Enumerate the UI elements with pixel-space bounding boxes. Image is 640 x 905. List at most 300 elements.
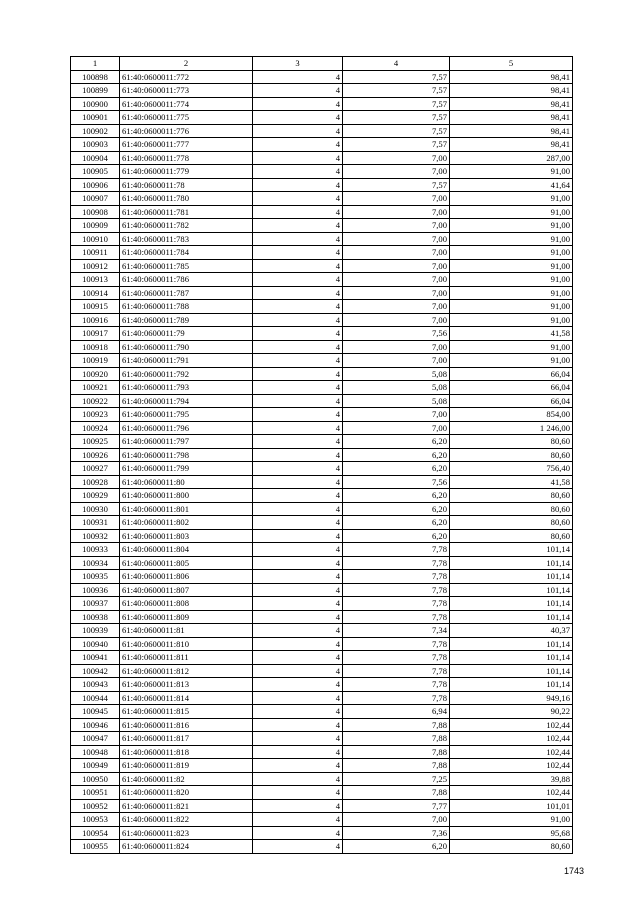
rate-cell: 6,20 — [343, 529, 450, 543]
cadastral-number-cell: 61:40:0600011:776 — [120, 124, 253, 138]
row-number-cell: 100932 — [71, 529, 120, 543]
row-number-cell: 100905 — [71, 165, 120, 179]
category-cell: 4 — [253, 205, 343, 219]
value-cell: 98,41 — [450, 124, 573, 138]
cadastral-number-cell: 61:40:0600011:783 — [120, 232, 253, 246]
rate-cell: 7,00 — [343, 192, 450, 206]
category-cell: 4 — [253, 448, 343, 462]
row-number-cell: 100923 — [71, 408, 120, 422]
table-row — [71, 840, 573, 854]
category-cell: 4 — [253, 381, 343, 395]
row-number-cell: 100904 — [71, 151, 120, 165]
cadastral-number-cell: 61:40:0600011:789 — [120, 313, 253, 327]
table-row — [71, 556, 573, 570]
cadastral-number-cell: 61:40:0600011:800 — [120, 489, 253, 503]
table-row — [71, 84, 573, 98]
table-row — [71, 300, 573, 314]
table-row — [71, 165, 573, 179]
row-number-cell: 100912 — [71, 259, 120, 273]
category-cell: 4 — [253, 664, 343, 678]
rate-cell: 7,57 — [343, 178, 450, 192]
table-row — [71, 448, 573, 462]
table-row — [71, 273, 573, 287]
cadastral-number-cell: 61:40:0600011:809 — [120, 610, 253, 624]
rate-cell: 6,20 — [343, 489, 450, 503]
cadastral-number-cell: 61:40:0600011:793 — [120, 381, 253, 395]
value-cell: 91,00 — [450, 286, 573, 300]
row-number-cell: 100914 — [71, 286, 120, 300]
cadastral-number-cell: 61:40:0600011:788 — [120, 300, 253, 314]
rate-cell: 7,88 — [343, 759, 450, 773]
cadastral-number-cell: 61:40:0600011:810 — [120, 637, 253, 651]
category-cell: 4 — [253, 192, 343, 206]
row-number-cell: 100945 — [71, 705, 120, 719]
value-cell: 949,16 — [450, 691, 573, 705]
cadastral-number-cell: 61:40:0600011:798 — [120, 448, 253, 462]
value-cell: 80,60 — [450, 516, 573, 530]
category-cell: 4 — [253, 583, 343, 597]
category-cell: 4 — [253, 354, 343, 368]
cadastral-number-cell: 61:40:0600011:801 — [120, 502, 253, 516]
table-row — [71, 327, 573, 341]
rate-cell: 7,78 — [343, 637, 450, 651]
category-cell: 4 — [253, 543, 343, 557]
category-cell: 4 — [253, 394, 343, 408]
row-number-cell: 100934 — [71, 556, 120, 570]
rate-cell: 7,00 — [343, 340, 450, 354]
table-row — [71, 138, 573, 152]
row-number-cell: 100955 — [71, 840, 120, 854]
table-row — [71, 408, 573, 422]
row-number-cell: 100907 — [71, 192, 120, 206]
table-row — [71, 151, 573, 165]
table-header-row — [71, 57, 573, 71]
table-row — [71, 489, 573, 503]
rate-cell: 7,00 — [343, 421, 450, 435]
category-cell: 4 — [253, 678, 343, 692]
cadastral-number-cell: 61:40:0600011:820 — [120, 786, 253, 800]
table-row — [71, 772, 573, 786]
table-row — [71, 597, 573, 611]
category-cell: 4 — [253, 97, 343, 111]
cadastral-number-cell: 61:40:0600011:816 — [120, 718, 253, 732]
rate-cell: 7,00 — [343, 408, 450, 422]
row-number-cell: 100953 — [71, 813, 120, 827]
table-row — [71, 543, 573, 557]
table-row — [71, 246, 573, 260]
cadastral-number-cell: 61:40:0600011:82 — [120, 772, 253, 786]
cadastral-number-cell: 61:40:0600011:799 — [120, 462, 253, 476]
table-row — [71, 705, 573, 719]
category-cell: 4 — [253, 516, 343, 530]
rate-cell: 7,00 — [343, 151, 450, 165]
rate-cell: 7,78 — [343, 570, 450, 584]
value-cell: 80,60 — [450, 448, 573, 462]
row-number-cell: 100944 — [71, 691, 120, 705]
row-number-cell: 100917 — [71, 327, 120, 341]
rate-cell: 7,34 — [343, 624, 450, 638]
rate-cell: 7,56 — [343, 327, 450, 341]
row-number-cell: 100954 — [71, 826, 120, 840]
cadastral-number-cell: 61:40:0600011:785 — [120, 259, 253, 273]
cadastral-number-cell: 61:40:0600011:787 — [120, 286, 253, 300]
page-number: 1743 — [563, 866, 584, 876]
row-number-cell: 100916 — [71, 313, 120, 327]
value-cell: 102,44 — [450, 718, 573, 732]
category-cell: 4 — [253, 246, 343, 260]
cadastral-number-cell: 61:40:0600011:818 — [120, 745, 253, 759]
value-cell: 66,04 — [450, 367, 573, 381]
table-row — [71, 232, 573, 246]
row-number-cell: 100908 — [71, 205, 120, 219]
cadastral-number-cell: 61:40:0600011:792 — [120, 367, 253, 381]
table-row — [71, 624, 573, 638]
rate-cell: 7,57 — [343, 97, 450, 111]
value-cell: 98,41 — [450, 84, 573, 98]
table-row — [71, 502, 573, 516]
table-row — [71, 97, 573, 111]
row-number-cell: 100926 — [71, 448, 120, 462]
value-cell: 66,04 — [450, 394, 573, 408]
table-row — [71, 259, 573, 273]
value-cell: 101,14 — [450, 678, 573, 692]
category-cell: 4 — [253, 718, 343, 732]
rate-cell: 5,08 — [343, 367, 450, 381]
cadastral-number-cell: 61:40:0600011:806 — [120, 570, 253, 584]
cadastral-number-cell: 61:40:0600011:814 — [120, 691, 253, 705]
cadastral-number-cell: 61:40:0600011:779 — [120, 165, 253, 179]
value-cell: 40,37 — [450, 624, 573, 638]
rate-cell: 7,78 — [343, 556, 450, 570]
table-body — [71, 70, 573, 853]
value-cell: 101,14 — [450, 570, 573, 584]
row-number-cell: 100925 — [71, 435, 120, 449]
category-cell: 4 — [253, 651, 343, 665]
table-row — [71, 610, 573, 624]
row-number-cell: 100903 — [71, 138, 120, 152]
value-cell: 98,41 — [450, 138, 573, 152]
row-number-cell: 100927 — [71, 462, 120, 476]
rate-cell: 7,36 — [343, 826, 450, 840]
table-row — [71, 178, 573, 192]
rate-cell: 7,57 — [343, 111, 450, 125]
table-row — [71, 124, 573, 138]
table-row — [71, 381, 573, 395]
value-cell: 98,41 — [450, 111, 573, 125]
row-number-cell: 100947 — [71, 732, 120, 746]
cadastral-number-cell: 61:40:0600011:780 — [120, 192, 253, 206]
table-row — [71, 583, 573, 597]
value-cell: 41,58 — [450, 475, 573, 489]
rate-cell: 7,57 — [343, 124, 450, 138]
table-row — [71, 678, 573, 692]
value-cell: 101,14 — [450, 664, 573, 678]
column-header: 4 — [343, 57, 450, 71]
table-row — [71, 759, 573, 773]
table-row — [71, 664, 573, 678]
category-cell: 4 — [253, 340, 343, 354]
table-row — [71, 718, 573, 732]
cadastral-number-cell: 61:40:0600011:802 — [120, 516, 253, 530]
cadastral-number-cell: 61:40:0600011:791 — [120, 354, 253, 368]
table-row — [71, 637, 573, 651]
column-header: 2 — [120, 57, 253, 71]
rate-cell: 7,00 — [343, 273, 450, 287]
row-number-cell: 100940 — [71, 637, 120, 651]
category-cell: 4 — [253, 300, 343, 314]
category-cell: 4 — [253, 124, 343, 138]
row-number-cell: 100937 — [71, 597, 120, 611]
cadastral-number-cell: 61:40:0600011:819 — [120, 759, 253, 773]
category-cell: 4 — [253, 637, 343, 651]
category-cell: 4 — [253, 138, 343, 152]
rate-cell: 7,25 — [343, 772, 450, 786]
category-cell: 4 — [253, 597, 343, 611]
column-header: 5 — [450, 57, 573, 71]
cadastral-number-cell: 61:40:0600011:803 — [120, 529, 253, 543]
category-cell: 4 — [253, 489, 343, 503]
rate-cell: 7,00 — [343, 300, 450, 314]
rate-cell: 6,20 — [343, 502, 450, 516]
category-cell: 4 — [253, 705, 343, 719]
table-row — [71, 367, 573, 381]
table-row — [71, 286, 573, 300]
row-number-cell: 100950 — [71, 772, 120, 786]
rate-cell: 7,00 — [343, 259, 450, 273]
category-cell: 4 — [253, 772, 343, 786]
table-row — [71, 475, 573, 489]
value-cell: 91,00 — [450, 232, 573, 246]
rate-cell: 7,78 — [343, 678, 450, 692]
cadastral-number-cell: 61:40:0600011:795 — [120, 408, 253, 422]
rate-cell: 7,78 — [343, 664, 450, 678]
row-number-cell: 100906 — [71, 178, 120, 192]
row-number-cell: 100929 — [71, 489, 120, 503]
table-row — [71, 192, 573, 206]
table-row — [71, 70, 573, 84]
rate-cell: 7,78 — [343, 691, 450, 705]
cadastral-number-cell: 61:40:0600011:781 — [120, 205, 253, 219]
row-number-cell: 100902 — [71, 124, 120, 138]
row-number-cell: 100952 — [71, 799, 120, 813]
row-number-cell: 100901 — [71, 111, 120, 125]
table-row — [71, 313, 573, 327]
rate-cell: 7,00 — [343, 205, 450, 219]
category-cell: 4 — [253, 813, 343, 827]
rate-cell: 7,00 — [343, 232, 450, 246]
table-row — [71, 462, 573, 476]
category-cell: 4 — [253, 556, 343, 570]
value-cell: 91,00 — [450, 246, 573, 260]
table-row — [71, 786, 573, 800]
cadastral-number-cell: 61:40:0600011:773 — [120, 84, 253, 98]
rate-cell: 7,56 — [343, 475, 450, 489]
value-cell: 91,00 — [450, 165, 573, 179]
category-cell: 4 — [253, 286, 343, 300]
table-row — [71, 570, 573, 584]
category-cell: 4 — [253, 570, 343, 584]
cadastral-number-cell: 61:40:0600011:772 — [120, 70, 253, 84]
rate-cell: 7,00 — [343, 165, 450, 179]
value-cell: 98,41 — [450, 70, 573, 84]
category-cell: 4 — [253, 232, 343, 246]
cadastral-number-cell: 61:40:0600011:794 — [120, 394, 253, 408]
cadastral-number-cell: 61:40:0600011:790 — [120, 340, 253, 354]
row-number-cell: 100946 — [71, 718, 120, 732]
value-cell: 91,00 — [450, 205, 573, 219]
value-cell: 101,14 — [450, 637, 573, 651]
rate-cell: 7,78 — [343, 597, 450, 611]
row-number-cell: 100943 — [71, 678, 120, 692]
table-row — [71, 394, 573, 408]
row-number-cell: 100939 — [71, 624, 120, 638]
value-cell: 80,60 — [450, 489, 573, 503]
category-cell: 4 — [253, 745, 343, 759]
category-cell: 4 — [253, 111, 343, 125]
table-row — [71, 732, 573, 746]
value-cell: 80,60 — [450, 435, 573, 449]
row-number-cell: 100942 — [71, 664, 120, 678]
table-row — [71, 651, 573, 665]
rate-cell: 7,57 — [343, 84, 450, 98]
value-cell: 41,58 — [450, 327, 573, 341]
table-row — [71, 435, 573, 449]
category-cell: 4 — [253, 475, 343, 489]
value-cell: 91,00 — [450, 354, 573, 368]
row-number-cell: 100919 — [71, 354, 120, 368]
value-cell: 1 246,00 — [450, 421, 573, 435]
cadastral-number-cell: 61:40:0600011:822 — [120, 813, 253, 827]
category-cell: 4 — [253, 421, 343, 435]
rate-cell: 7,78 — [343, 610, 450, 624]
category-cell: 4 — [253, 408, 343, 422]
table-row — [71, 111, 573, 125]
table-row — [71, 745, 573, 759]
cadastral-number-cell: 61:40:0600011:805 — [120, 556, 253, 570]
rate-cell: 7,00 — [343, 246, 450, 260]
rate-cell: 7,88 — [343, 745, 450, 759]
cadastral-number-cell: 61:40:0600011:79 — [120, 327, 253, 341]
rate-cell: 7,57 — [343, 138, 450, 152]
row-number-cell: 100924 — [71, 421, 120, 435]
row-number-cell: 100948 — [71, 745, 120, 759]
table-row — [71, 205, 573, 219]
category-cell: 4 — [253, 610, 343, 624]
value-cell: 101,01 — [450, 799, 573, 813]
cadastral-number-cell: 61:40:0600011:811 — [120, 651, 253, 665]
rate-cell: 5,08 — [343, 381, 450, 395]
category-cell: 4 — [253, 178, 343, 192]
row-number-cell: 100949 — [71, 759, 120, 773]
value-cell: 98,41 — [450, 97, 573, 111]
category-cell: 4 — [253, 273, 343, 287]
cadastral-number-cell: 61:40:0600011:817 — [120, 732, 253, 746]
table-row — [71, 529, 573, 543]
rate-cell: 7,00 — [343, 313, 450, 327]
row-number-cell: 100930 — [71, 502, 120, 516]
value-cell: 101,14 — [450, 610, 573, 624]
category-cell: 4 — [253, 624, 343, 638]
value-cell: 854,00 — [450, 408, 573, 422]
value-cell: 80,60 — [450, 529, 573, 543]
value-cell: 756,40 — [450, 462, 573, 476]
row-number-cell: 100928 — [71, 475, 120, 489]
rate-cell: 7,78 — [343, 583, 450, 597]
table-row — [71, 691, 573, 705]
rate-cell: 7,88 — [343, 786, 450, 800]
cadastral-number-cell: 61:40:0600011:807 — [120, 583, 253, 597]
row-number-cell: 100911 — [71, 246, 120, 260]
table-row — [71, 813, 573, 827]
category-cell: 4 — [253, 502, 343, 516]
rate-cell: 5,08 — [343, 394, 450, 408]
value-cell: 101,14 — [450, 583, 573, 597]
table-row — [71, 826, 573, 840]
cadastral-number-cell: 61:40:0600011:778 — [120, 151, 253, 165]
category-cell: 4 — [253, 165, 343, 179]
value-cell: 91,00 — [450, 340, 573, 354]
rate-cell: 7,77 — [343, 799, 450, 813]
table-row — [71, 219, 573, 233]
rate-cell: 7,78 — [343, 651, 450, 665]
row-number-cell: 100951 — [71, 786, 120, 800]
value-cell: 91,00 — [450, 259, 573, 273]
column-header: 3 — [253, 57, 343, 71]
row-number-cell: 100922 — [71, 394, 120, 408]
value-cell: 102,44 — [450, 786, 573, 800]
cadastral-number-cell: 61:40:0600011:81 — [120, 624, 253, 638]
row-number-cell: 100899 — [71, 84, 120, 98]
cadastral-number-cell: 61:40:0600011:808 — [120, 597, 253, 611]
value-cell: 91,00 — [450, 313, 573, 327]
row-number-cell: 100941 — [71, 651, 120, 665]
table-row — [71, 421, 573, 435]
value-cell: 91,00 — [450, 273, 573, 287]
cadastral-number-cell: 61:40:0600011:774 — [120, 97, 253, 111]
category-cell: 4 — [253, 259, 343, 273]
value-cell: 80,60 — [450, 840, 573, 854]
category-cell: 4 — [253, 84, 343, 98]
cadastral-number-cell: 61:40:0600011:80 — [120, 475, 253, 489]
category-cell: 4 — [253, 759, 343, 773]
rate-cell: 6,94 — [343, 705, 450, 719]
rate-cell: 6,20 — [343, 448, 450, 462]
category-cell: 4 — [253, 732, 343, 746]
value-cell: 101,14 — [450, 597, 573, 611]
data-table — [70, 56, 573, 854]
category-cell: 4 — [253, 786, 343, 800]
category-cell: 4 — [253, 367, 343, 381]
value-cell: 287,00 — [450, 151, 573, 165]
category-cell: 4 — [253, 826, 343, 840]
row-number-cell: 100898 — [71, 70, 120, 84]
value-cell: 90,22 — [450, 705, 573, 719]
row-number-cell: 100900 — [71, 97, 120, 111]
cadastral-number-cell: 61:40:0600011:813 — [120, 678, 253, 692]
column-header: 1 — [71, 57, 120, 71]
rate-cell: 6,20 — [343, 840, 450, 854]
row-number-cell: 100909 — [71, 219, 120, 233]
rate-cell: 7,88 — [343, 732, 450, 746]
row-number-cell: 100913 — [71, 273, 120, 287]
cadastral-number-cell: 61:40:0600011:786 — [120, 273, 253, 287]
cadastral-number-cell: 61:40:0600011:824 — [120, 840, 253, 854]
value-cell: 91,00 — [450, 219, 573, 233]
category-cell: 4 — [253, 435, 343, 449]
row-number-cell: 100920 — [71, 367, 120, 381]
cadastral-number-cell: 61:40:0600011:823 — [120, 826, 253, 840]
category-cell: 4 — [253, 799, 343, 813]
